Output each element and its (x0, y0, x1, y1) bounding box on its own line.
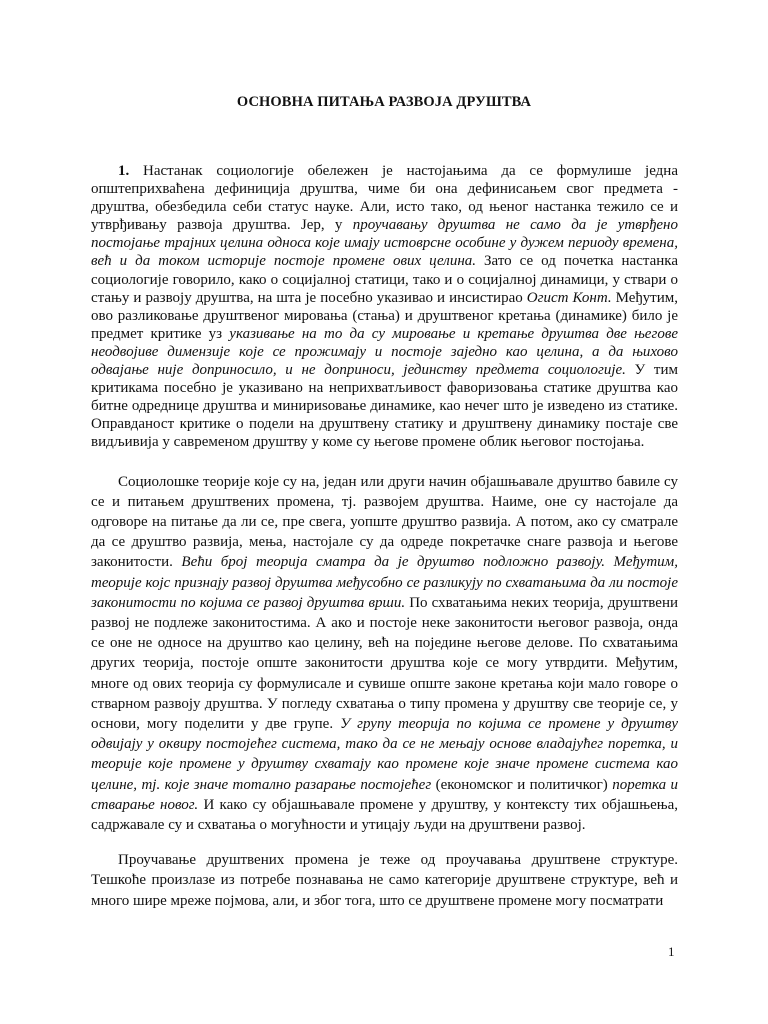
text-run: Проучавање друштвених промена је теже од проучавања друштвене структуре. Тешкоће произлазе из потребе познавања не само категорије друштвене структуре, већ и много шире мреже појмова, али, и због тога, што се друштвене промене могу посматрати (91, 852, 678, 909)
italic-run: У групу теорија по којима се промене у друштву одвијају у оквиру постојећег система, тако да се не мењају основе владајућег поретка, и теорије које промене у друштву схватају као промене које значе промене система као целине, тј. које значе тотално разарање постојећег (91, 715, 678, 793)
text-run: Међутим, ово разликовање друштвеног мировања (стања) и друштвеног кретања (динамике) било је предмет критике уз (91, 289, 678, 342)
italic-run: указивање на то да су мировање и кретање друштва две његове неодвојиве димензије које се прожимају и постоје заједно као целина, а да њихово одвајање није доприносило, и не доприноси, јединству предмета социологије. (91, 325, 678, 379)
italic-run: поретка и стварање новог. (91, 776, 679, 813)
text-run: Социолошке теорије које су на, један или други начин објашњавале друштво бавиле су се и питањем друштвених промена, тј. развојем друштва. Наиме, оне су настојале да одговоре на питање да ли се, пре свега, уопште друштво развија. А потом, ако су сматрале да се друштво развија, мења, настојале су да одреде покретачке снаге развоја и његове законитости. (91, 473, 678, 571)
text-run: Настанак социологије обележен је настојањима да се формулише једна општеприхваћена дефиниција друштва, чиме би она дефинисањем свог предмета - друштва, обезбедила себи статус науке. Али, исто тако, од њеног настанка тежило се и утврђивању развоја друштва. Јер, у (91, 163, 678, 234)
italic-run: Већи број теорија сматра да је друштво подложно развоју. Међутим, теорије којс признају развој друштва међусобно се разликују по схватањима да ли постоје законитости по којима се развој друштва врши. (91, 554, 679, 611)
paragraph-number: 1. (118, 163, 130, 179)
document-body (91, 162, 678, 911)
text-run: У тим критикама посебно је указивано на неприхватљивост фаворизовања статике друштва као битне одреднице друштва и минириѕовање динамике, као нечег што је изведено из статике. Оправданост критике о подели на друштвену статику и друштвену динамику постаје све видљивија у савременом друштву у коме су његове промене облик његовог постојања. (91, 362, 678, 451)
page-number: 1 (668, 944, 675, 959)
paragraph-1 (91, 162, 678, 452)
paragraph-2 (91, 472, 678, 836)
text-run: По схватањима неких теорија, друштвени развој не подлеже законитостима. А ако и постоје неке законитости његовог развоја, онда се оне не односе на друштво као целину, већ на поједине његове делове. По схватањима других теорија, постоје опште законитости друштва које се могу утврдити. Међутим, многе од ових теорија су формулисале и сувише опште законе кретања који мало говоре о стварном развоју друштва. У погледу схватања о типу промена у друштву све теорије се, у основи, могу поделити у две групе. (91, 594, 678, 732)
text-run: Зато се од почетка настанка социологије говорило, како о социјалној статици, тако и о социјалној динамици, у ствари о стању и развоју друштва, на шта је посебно указивао и инсистирао (91, 253, 678, 306)
text-run: (економског и политичког) (431, 776, 613, 793)
document-title: ОСНОВНА ПИТАЊА РАЗВОЈА ДРУШТВА (236, 94, 532, 110)
italic-run: проучавању друштва не само да је утврђено постојање трајних целина односа које имају истоврсне особине у дужем периоду времена, већ и да током историје постоје промене ових целина. (91, 217, 679, 270)
text-run: И како су објашњавале промене у друштву, у контексту тих објашњења, садржавале су и схватања о могућности и утицају људи на друштвени развој. (91, 796, 678, 833)
italic-run: Огист Конт. (526, 289, 612, 306)
paragraph-3 (91, 850, 678, 911)
